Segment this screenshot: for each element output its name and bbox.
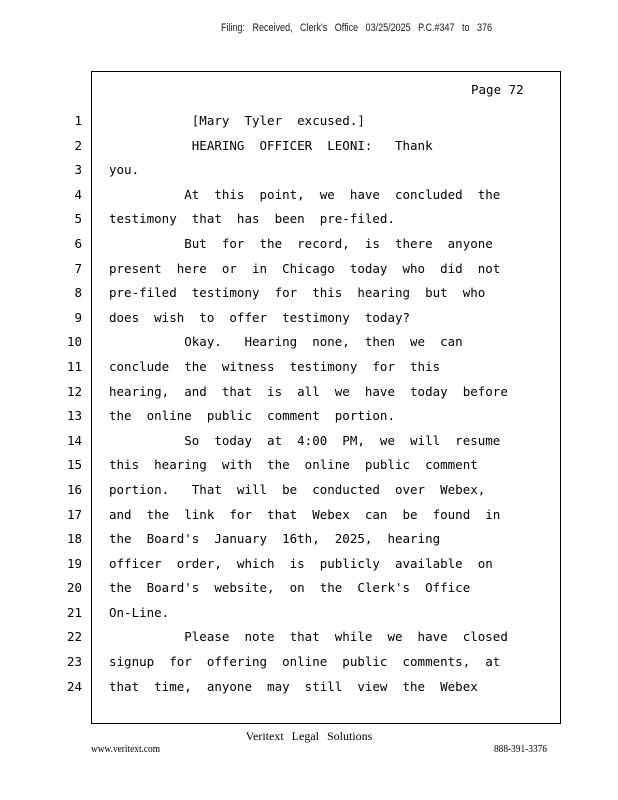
transcript-line: testimony that has been pre-filed. bbox=[109, 211, 395, 227]
transcript-line: But for the record, is there anyone bbox=[109, 235, 493, 251]
filing-stamp: Filing: Received, Clerk's Office 03/25/2025 P.C.#347 to 376 bbox=[221, 22, 492, 34]
line-number: 17 bbox=[66, 506, 82, 522]
transcript-line: the Board's website, on the Clerk's Office bbox=[109, 580, 471, 596]
transcript-line: signup for offering online public comments, at bbox=[109, 654, 501, 670]
transcript-line: officer order, which is publicly available on bbox=[109, 555, 493, 571]
line-number: 20 bbox=[66, 580, 82, 596]
line-number: 18 bbox=[66, 531, 82, 547]
line-number: 13 bbox=[66, 408, 82, 424]
line-number: 2 bbox=[74, 137, 82, 153]
line-number: 4 bbox=[74, 186, 82, 202]
footer-website: www.veritext.com bbox=[91, 743, 160, 755]
transcript-line: So today at 4:00 PM, we will resume bbox=[109, 432, 501, 448]
transcript-line: On-Line. bbox=[109, 604, 170, 620]
transcript-line: conclude the witness testimony for this bbox=[109, 358, 441, 374]
line-number: 19 bbox=[66, 555, 82, 571]
line-number: 23 bbox=[66, 654, 82, 670]
page-number: Page 72 bbox=[471, 82, 524, 97]
transcript-line: present here or in Chicago today who did not bbox=[109, 260, 501, 276]
transcript-line: that time, anyone may still view the Webex bbox=[109, 678, 478, 694]
line-number: 10 bbox=[66, 334, 82, 350]
transcript-line: Okay. Hearing none, then we can bbox=[109, 334, 463, 350]
line-number: 16 bbox=[66, 481, 82, 497]
line-number: 24 bbox=[66, 678, 82, 694]
line-number: 22 bbox=[66, 629, 82, 645]
transcript-line: you. bbox=[109, 162, 140, 178]
line-number: 7 bbox=[74, 260, 82, 276]
transcript-line: hearing, and that is all we have today before bbox=[109, 383, 508, 399]
transcript-line: does wish to offer testimony today? bbox=[109, 309, 411, 325]
transcript-line: Please note that while we have closed bbox=[109, 629, 508, 645]
line-number: 14 bbox=[66, 432, 82, 448]
transcript-line: At this point, we have concluded the bbox=[109, 186, 501, 202]
transcript-line: portion. That will be conducted over Webex, bbox=[109, 481, 486, 497]
transcript-line: this hearing with the online public comment bbox=[109, 457, 478, 473]
line-number: 9 bbox=[74, 309, 82, 325]
footer-phone: 888-391-3376 bbox=[494, 743, 547, 755]
transcript-line: [Mary Tyler excused.] bbox=[109, 113, 365, 128]
line-number: 15 bbox=[66, 457, 82, 473]
line-number: 8 bbox=[74, 285, 82, 301]
line-number-column bbox=[60, 112, 82, 702]
footer-brand: Veritext Legal Solutions bbox=[245, 729, 373, 743]
transcript-line: pre-filed testimony for this hearing but who bbox=[109, 285, 486, 301]
transcript-line: HEARING OFFICER LEONI: Thank bbox=[109, 137, 433, 153]
line-number: 21 bbox=[66, 604, 82, 620]
line-number: 5 bbox=[74, 211, 82, 227]
transcript-text bbox=[109, 112, 549, 702]
line-number: 1 bbox=[74, 113, 82, 128]
line-number: 12 bbox=[66, 383, 82, 399]
transcript-line: the Board's January 16th, 2025, hearing bbox=[109, 531, 441, 547]
transcript-line: and the link for that Webex can be found in bbox=[109, 506, 501, 522]
line-number: 6 bbox=[74, 235, 82, 251]
transcript-line: the online public comment portion. bbox=[109, 408, 395, 424]
line-number: 3 bbox=[74, 162, 82, 178]
line-number: 11 bbox=[66, 358, 82, 374]
